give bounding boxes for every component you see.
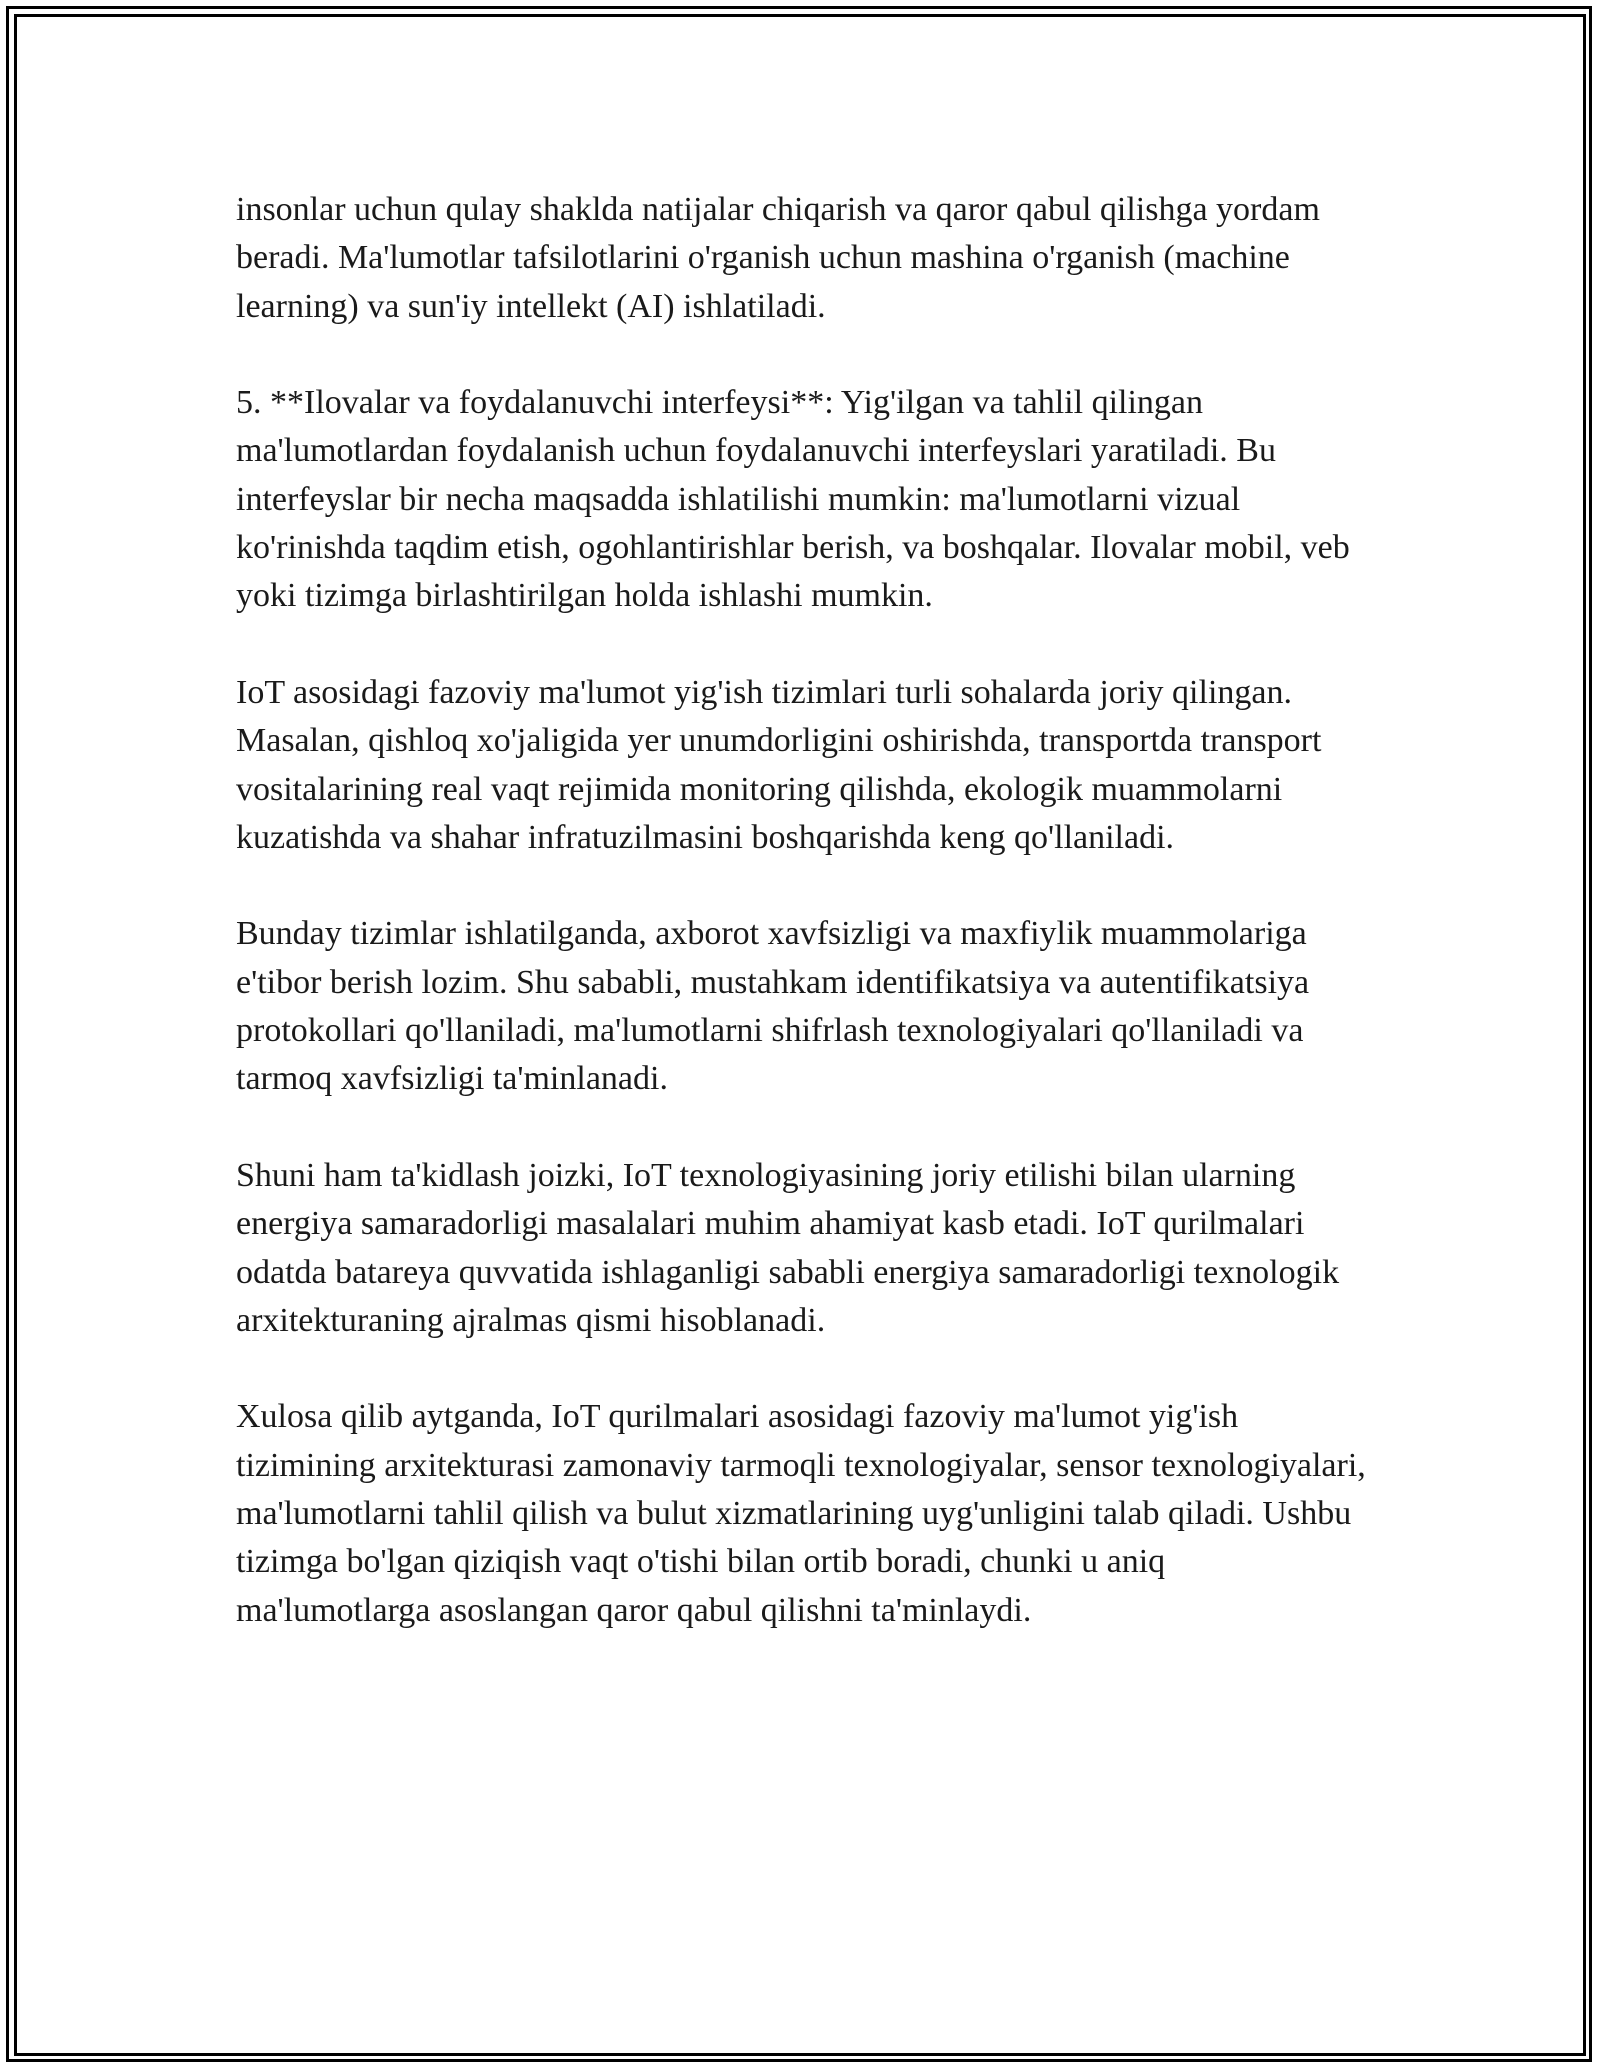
paragraph-ml-analysis: insonlar uchun qulay shaklda natijalar chiqarish va qaror qabul qilishga yordam beradi. Ma'lumotlar tafsilotlarini o'rganish uchun mashina o'rganish (machine learning) va sun'iy intellekt (AI) ishlatiladi. xyxy=(236,191,1320,325)
paragraph-conclusion: Xulosa qilib aytganda, IoT qurilmalari asosidagi fazoviy ma'lumot yig'ish tizimining arxitekturasi zamonaviy tarmoqli texnologiyalar, sensor texnologiyalari, ma'lumotlarni tahlil qilish va bulut xizmatlarining uyg'unligini talab qiladi. Ushbu tizimga bo'lgan qiziqish vaqt o'tishi bilan ortib boradi, chunki u aniq ma'lumotlarga asoslangan qaror qabul qilishni ta'minlaydi. xyxy=(236,1398,1366,1629)
paragraph-iot-usage: IoT asosidagi fazoviy ma'lumot yig'ish tizimlari turli sohalarda joriy qilingan. Masalan, qishloq xo'jaligida yer unumdorligini oshirishda, transportda transport vositalarining real vaqt rejimida monitoring qilishda, ekologik muammolarni kuzatishda va shahar infratuzilmasini boshqarishda keng qo'llaniladi. xyxy=(236,673,1322,856)
document-body xyxy=(236,186,1366,1683)
paragraph-energy-efficiency: Shuni ham ta'kidlash joizki, IoT texnologiyasining joriy etilishi bilan ularning energiya samaradorligi masalalari muhim ahamiyat kasb etadi. IoT qurilmalari odatda batareya quvvatida ishlaganligi sababli energiya samaradorligi texnologik arxitekturaning ajralmas qismi hisoblanadi. xyxy=(236,1156,1340,1339)
paragraph-security: Bunday tizimlar ishlatilganda, axborot xavfsizligi va maxfiylik muammolariga e'tibor berish lozim. Shu sababli, mustahkam identifikatsiya va autentifikatsiya protokollari qo'llaniladi, ma'lumotlarni shifrlash texnologiyalari qo'llaniladi va tarmoq xavfsizligi ta'minlanadi. xyxy=(236,915,1310,1098)
paragraph-applications-interface: 5. **Ilovalar va foydalanuvchi interfeysi**: Yig'ilgan va tahlil qilingan ma'lumotlardan foydalanish uchun foydalanuvchi interfeyslari yaratiladi. Bu interfeyslar bir necha maqsadda ishlatilishi mumkin: ma'lumotlarni vizual ko'rinishda taqdim etish, ogohlantirishlar berish, va boshqalar. Ilovalar mobil, veb yoki tizimga birlashtirilgan holda ishlashi mumkin. xyxy=(236,384,1350,615)
